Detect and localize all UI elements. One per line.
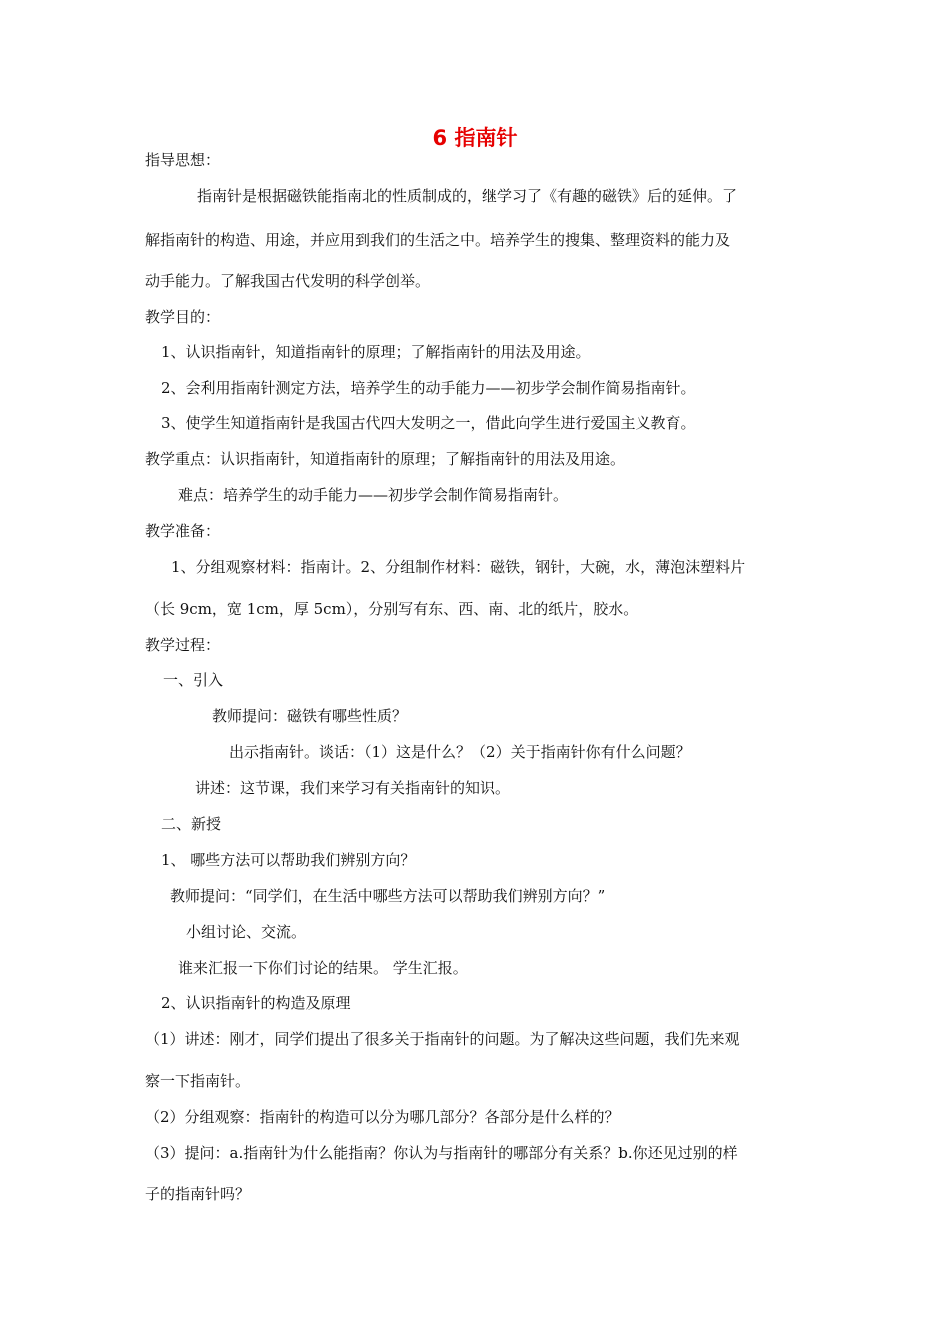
subsection-heading: 二、新授 — [161, 815, 222, 833]
list-item: 3、使学生知道指南针是我国古代四大发明之一，借此向学生进行爱国主义教育。 — [161, 414, 696, 432]
paragraph-line: 讲述：这节课，我们来学习有关指南针的知识。 — [195, 779, 511, 797]
paragraph-line: 解指南针的构造、用途，并应用到我们的生活之中。培养学生的搜集、整理资料的能力及 — [145, 231, 731, 249]
list-item: 1、分组观察材料：指南计。2、分组制作材料：磁铁，钢针，大碗，水，薄泡沫塑料片 — [171, 558, 746, 576]
paragraph-line: 子的指南针吗？ — [145, 1185, 251, 1203]
list-item: 2、会利用指南针测定方法，培养学生的动手能力——初步学会制作简易指南针。 — [161, 379, 696, 397]
list-item: 1、认识指南针，知道指南针的原理；了解指南针的用法及用途。 — [161, 343, 591, 361]
paragraph-line: 动手能力。了解我国古代发明的科学创举。 — [145, 272, 431, 290]
paragraph-line: 出示指南针。谈话：（1）这是什么？（2）关于指南针你有什么问题？ — [229, 743, 691, 761]
paragraph-line: （长 9cm，宽 1cm，厚 5cm），分别写有东、西、南、北的纸片，胶水。 — [145, 600, 639, 618]
section-heading: 教学目的： — [145, 308, 221, 326]
list-item: 1、 哪些方法可以帮助我们辨别方向？ — [161, 851, 416, 869]
document-title: 6 指南针 — [432, 126, 518, 150]
paragraph-line: （2）分组观察：指南针的构造可以分为哪几部分？各部分是什么样的？ — [145, 1108, 620, 1126]
paragraph-line: 指南针是根据磁铁能指南北的性质制成的，继学习了《有趣的磁铁》后的延伸。了 — [197, 187, 738, 205]
paragraph-line: 难点：培养学生的动手能力——初步学会制作简易指南针。 — [178, 486, 569, 504]
list-item: 2、认识指南针的构造及原理 — [161, 994, 351, 1012]
subsection-heading: 一、引入 — [163, 671, 224, 689]
paragraph-line: 察一下指南针。 — [145, 1072, 251, 1090]
paragraph-line: 谁来汇报一下你们讨论的结果。 学生汇报。 — [178, 959, 468, 977]
section-heading: 教学准备： — [145, 522, 221, 540]
paragraph-line: 教师提问：磁铁有哪些性质？ — [212, 707, 408, 725]
paragraph-line: 小组讨论、交流。 — [186, 923, 307, 941]
paragraph-line: （3）提问：a.指南针为什么能指南？你认为与指南针的哪部分有关系？b.你还见过别的样 — [145, 1144, 738, 1162]
section-heading: 教学过程： — [145, 636, 221, 654]
section-heading: 指导思想： — [145, 151, 221, 169]
section-heading: 教学重点：认识指南针，知道指南针的原理；了解指南针的用法及用途。 — [145, 450, 626, 468]
paragraph-line: （1）讲述：刚才，同学们提出了很多关于指南针的问题。为了解决这些问题，我们先来观 — [145, 1030, 740, 1048]
paragraph-line: 教师提问：“同学们，在生活中哪些方法可以帮助我们辨别方向？” — [170, 887, 606, 905]
